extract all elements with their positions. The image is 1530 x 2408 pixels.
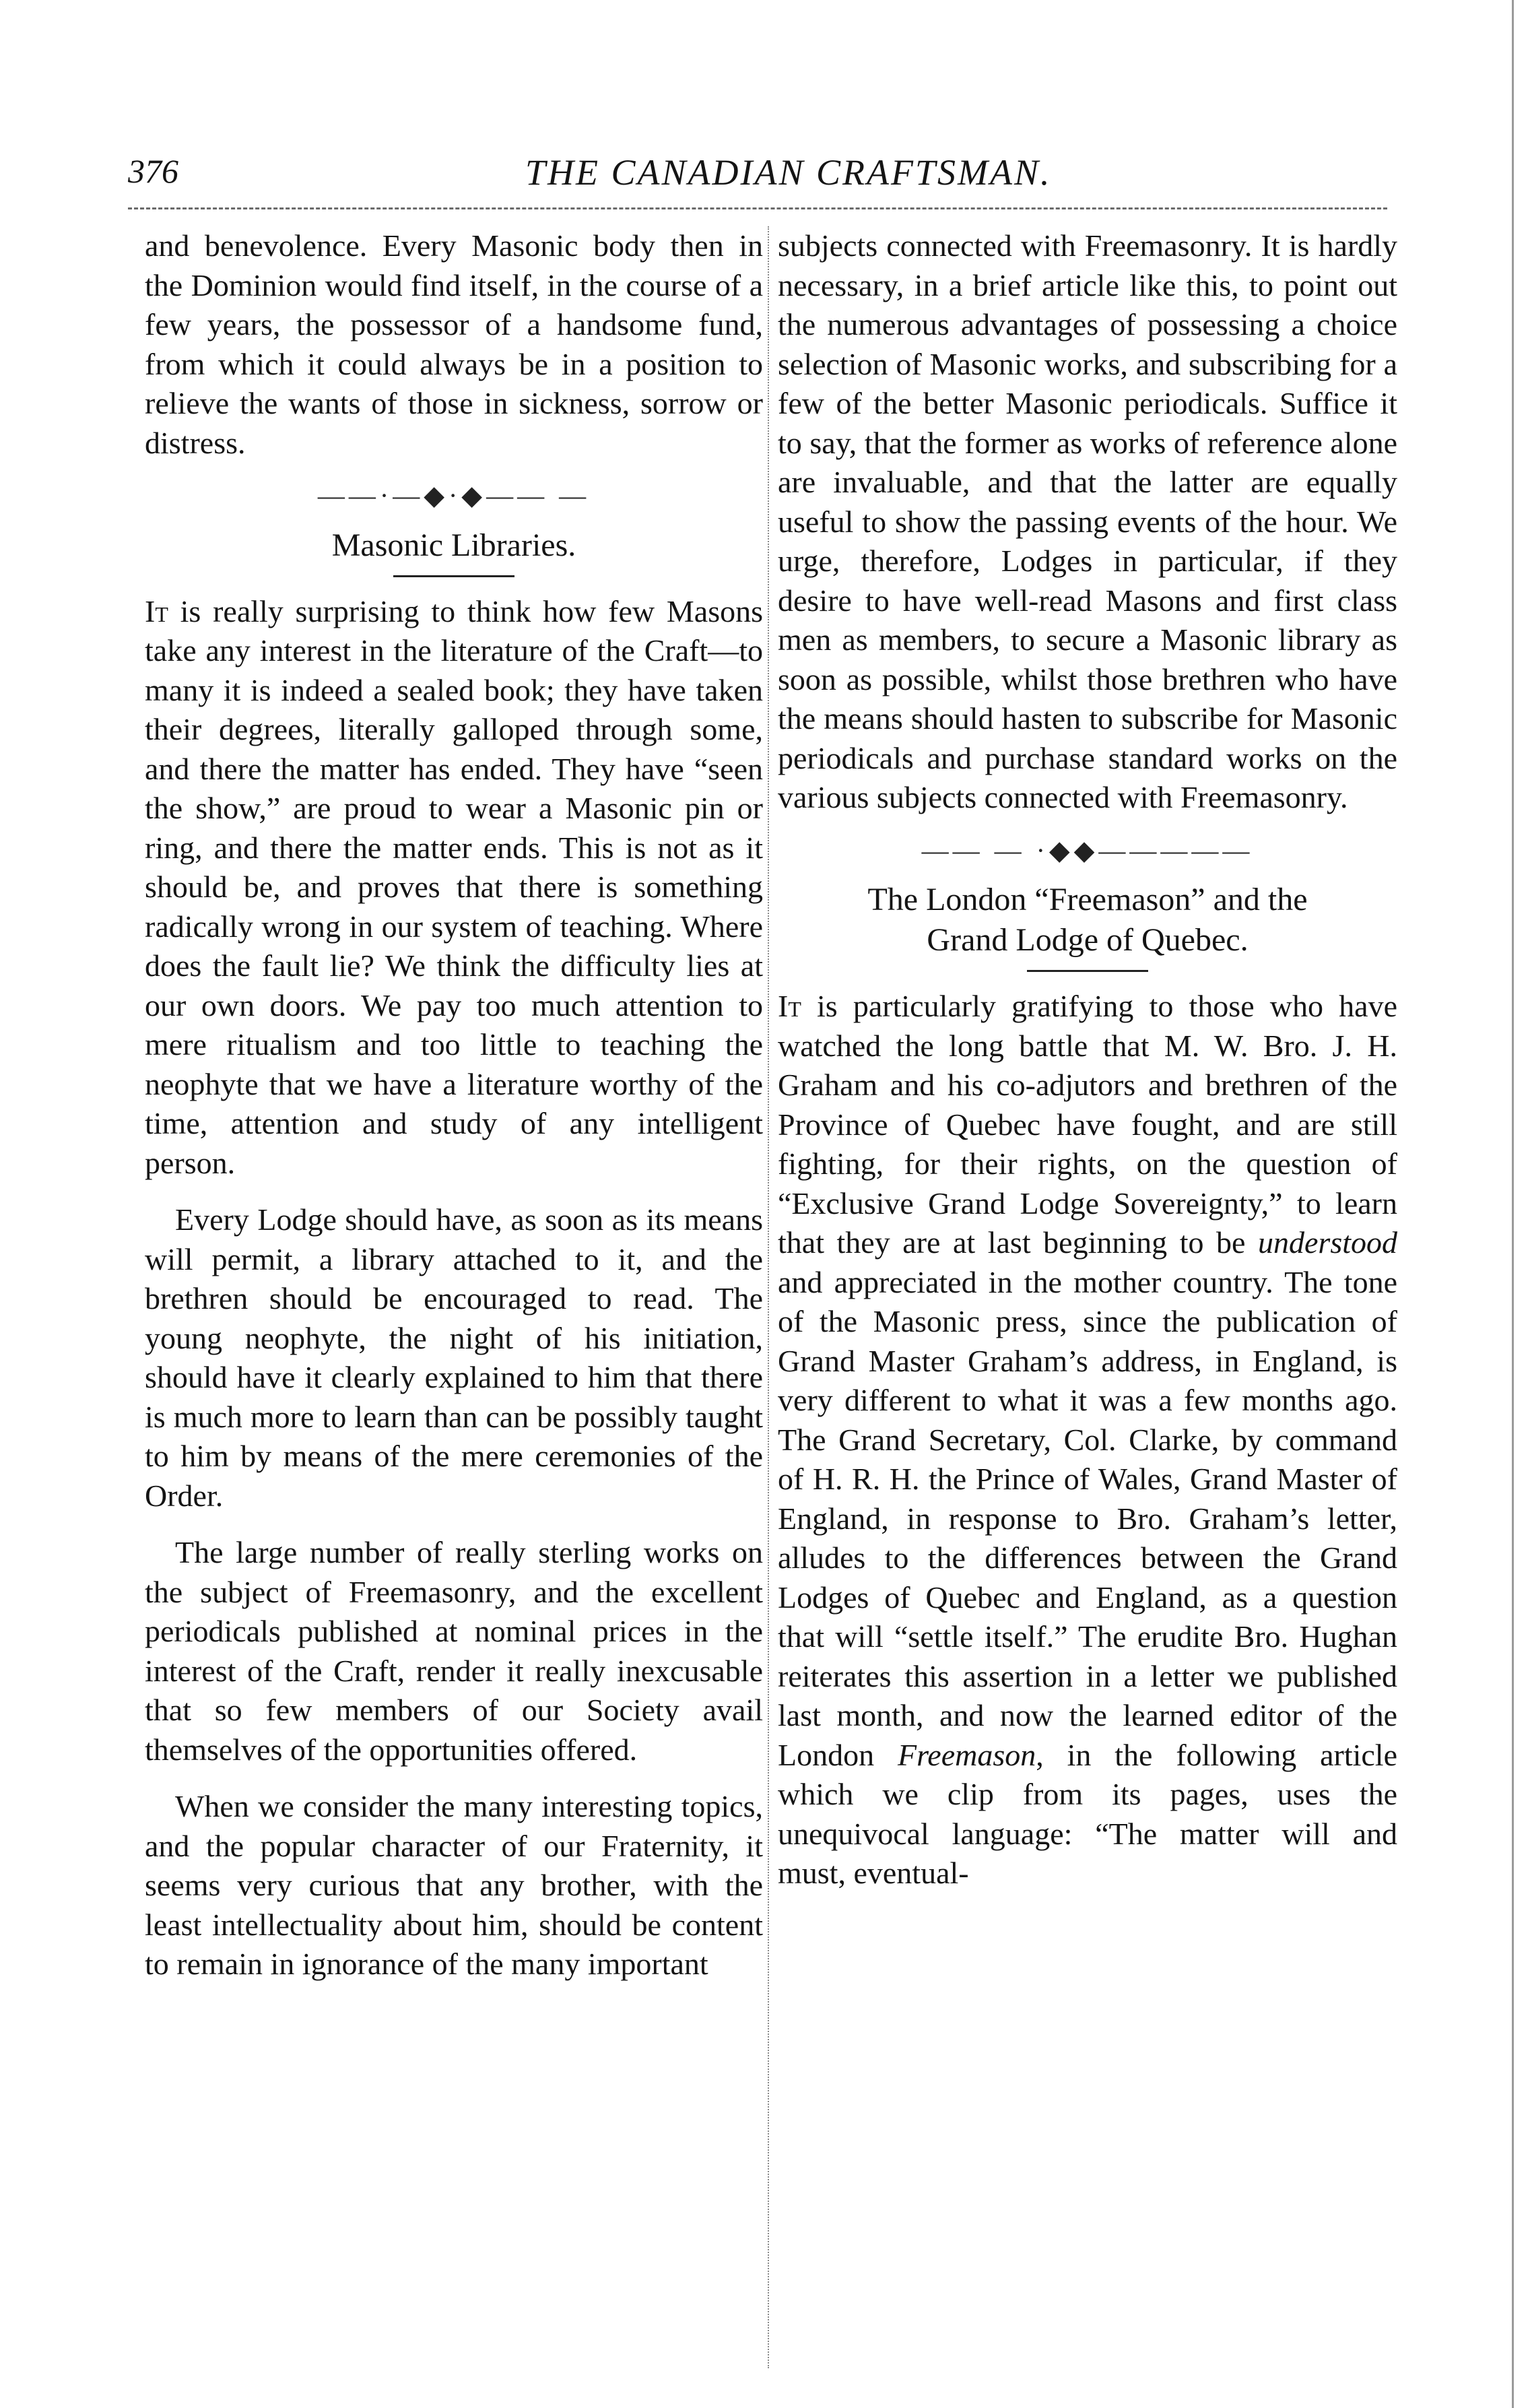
article-paragraph <box>778 987 1397 1893</box>
paragraph-text: is particularly gratifying to those who have watched the long battle that M. W. Bro. J. H. Graham and his co-adjutors and brethren of the Province of Quebec have fought, and are still fighting, for their rights, on the question of “Exclusive Grand Lodge Sovereignty,” to learn that they are at last beginning to be <box>778 989 1397 1260</box>
drop-cap: It <box>778 989 801 1023</box>
continued-paragraph: subjects connected with Freemasonry. It is hardly necessary, in a brief article like this, to point out the numerous advantages of possessing a choice selection of Masonic works, and subscribing for a few of the better Masonic periodicals. Suffice it to say, that the former as works of reference alone are invaluable, and that the latter are equally useful to show the passing events of the hour. We urge, therefore, Lodges in particular, if they desire to have well-read Masons and first class men as members, to secure a Masonic library as soon as possible, whilst those brethren who have the means should hasten to subscribe for Masonic periodicals and purchase standard works on the various subjects connected with Freemasonry. <box>778 228 1397 814</box>
paragraph-text: is really surprising to think how few Masons take any interest in the literature of the Craft—to many it is indeed a sealed book; they have taken their degrees, literally galloped through some, and there the matter has ended. They have “seen the show,” are proud to wear a Masonic pin or ring, and there the matter ends. This is not as it should be, and proves that there is something radically wrong in our system of teaching. Where does the fault lie? We think the difficulty lies at our own doors. We pay too much attention to mere ritualism and too little to teaching the neophyte that we have a literature worthy of the time, attention and study of any intelligent person. <box>145 593 763 1180</box>
intro-paragraph: and benevolence. Every Masonic body then in the Dominion would find itself, in the course of a few years, the possessor of a handsome fund, from which it could always be in a position to relieve the wants of those in sickness, sorrow or distress. <box>145 228 763 460</box>
section-ornament: ——·—◆·◆—— — <box>317 480 591 511</box>
left-column <box>145 226 763 1984</box>
heading-rule <box>393 575 514 577</box>
paragraph-text: , in the following article which we clip from its pages, uses the unequivocal language: “The matter will and must, eventual- <box>778 1737 1397 1890</box>
paragraph-text: and appreciated in the mother country. The tone of the Masonic press, since the publication of Grand Master Graham’s address, in England, is very different to what it was a few months ago. The Grand Secretary, Col. Clarke, by command of H. R. H. the Prince of Wales, Grand Master of England, in response to Bro. Graham’s letter, alludes to the differences between the Grand Lodges of Quebec and England, as a question that will “settle itself.” The erudite Bro. Hughan reiterates this assertion in a letter we published last month, and now the learned editor of the London <box>778 1264 1397 1772</box>
article-paragraph: When we consider the many interesting topics, and the popular character of our Fraternity, it seems very curious that any brother, with the least intellectuality about him, should be content to remain in ignorance of the many important <box>145 1789 763 1981</box>
journal-title: THE CANADIAN CRAFTSMAN. <box>525 152 1052 193</box>
column-divider <box>768 226 769 2368</box>
heading-line: Grand Lodge of Quebec. <box>927 922 1249 958</box>
article-paragraph: Every Lodge should have, as soon as its means will permit, a library attached to it, and the brethren should be encouraged to read. The young neophyte, the night of his initiation, should have it clearly explained to him that there is much more to learn than can be possibly taught to him by means of the mere ceremonies of the Order. <box>145 1202 763 1513</box>
article-paragraph <box>145 592 763 1183</box>
page-header <box>128 152 1387 205</box>
section-ornament: —— — ·◆◆————— <box>921 835 1254 866</box>
drop-cap: It <box>145 593 168 628</box>
heading-line: The London “Freemason” and the <box>867 882 1308 917</box>
right-column <box>778 226 1397 1893</box>
italic-text: Freemason <box>897 1737 1036 1772</box>
section-heading-masonic-libraries: Masonic Libraries. <box>331 527 576 563</box>
page-number: 376 <box>128 152 178 190</box>
page-edge <box>1512 0 1514 2408</box>
heading-rule <box>1027 970 1148 972</box>
section-heading-london-freemason <box>778 880 1397 961</box>
article-paragraph: The large number of really sterling works on the subject of Freemasonry, and the excellent periodicals published at nominal prices in the interest of the Craft, render it really inexcusable that so few members of our Society avail themselves of the opportunities offered. <box>145 1535 763 1767</box>
italic-text: understood <box>1258 1225 1397 1260</box>
header-rule <box>128 207 1387 209</box>
